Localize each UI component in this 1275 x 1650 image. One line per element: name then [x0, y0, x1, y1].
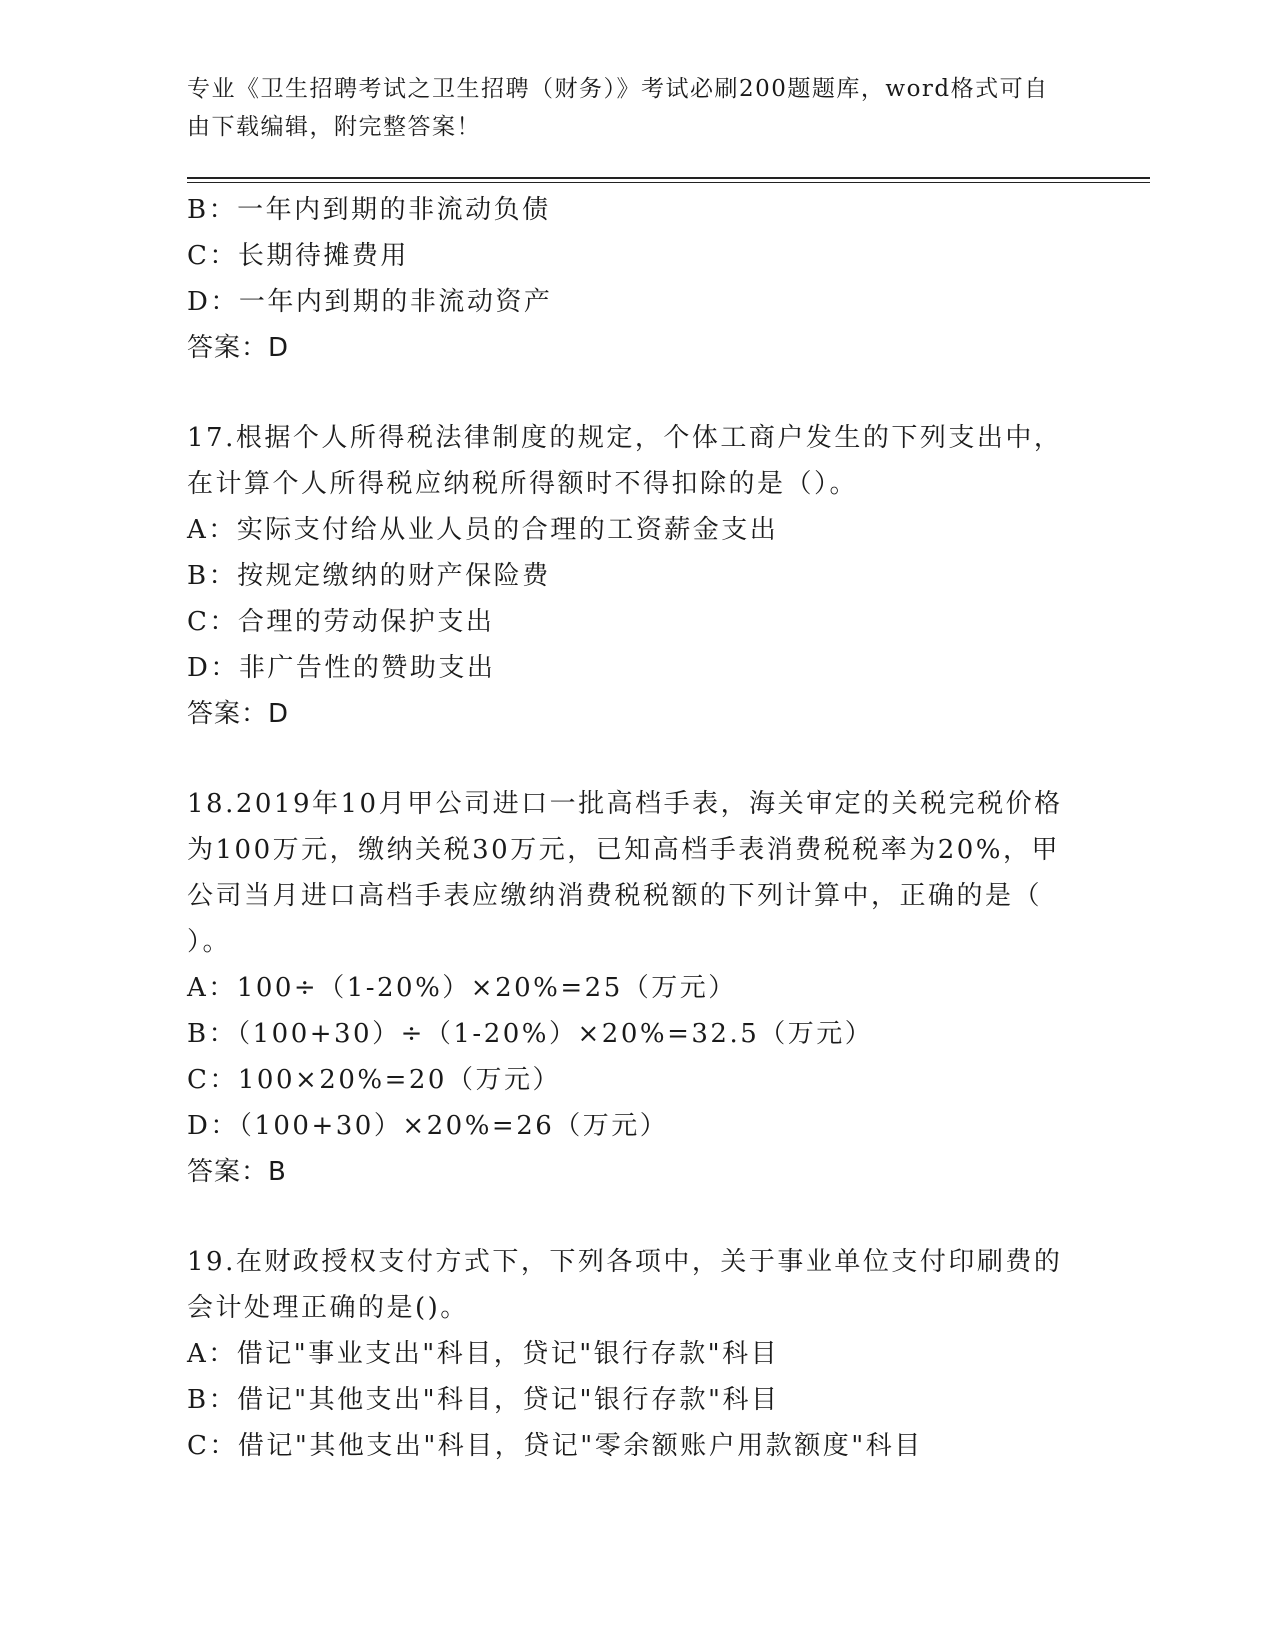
- question-19: [187, 1239, 1067, 1469]
- document-body: [187, 187, 1067, 1469]
- option-b: B：借记"其他支出"科目，贷记"银行存款"科目: [187, 1385, 780, 1415]
- question-18: [187, 781, 1067, 1195]
- question-17: [187, 415, 1067, 737]
- option-b: B：按规定缴纳的财产保险费: [187, 561, 551, 591]
- option-d: D：非广告性的赞助支出: [187, 653, 496, 683]
- option-d: D：一年内到期的非流动资产: [187, 287, 553, 317]
- question-stem-line: 18.2019年10月甲公司进口一批高档手表，海关审定的关税完税价格: [187, 789, 1063, 819]
- answer-line: 答案：D: [187, 699, 290, 729]
- option-a: A：借记"事业支出"科目，贷记"银行存款"科目: [187, 1339, 780, 1369]
- question-stem-line: 在计算个人所得税应纳税所得额时不得扣除的是（）。: [187, 469, 859, 499]
- answer-line: 答案：D: [187, 333, 290, 363]
- question-spacer: [187, 1195, 1067, 1239]
- question-spacer: [187, 371, 1067, 415]
- answer-line: 答案：B: [187, 1157, 287, 1187]
- option-c: C：借记"其他支出"科目，贷记"零余额账户用款额度"科目: [187, 1431, 923, 1461]
- option-c: C：合理的劳动保护支出: [187, 607, 495, 637]
- option-b: B：（100+30）÷（1-20%）×20%=32.5（万元）: [187, 1019, 874, 1049]
- option-a: A：实际支付给从业人员的合理的工资薪金支出: [187, 515, 779, 545]
- header-divider-thin: [187, 182, 1150, 183]
- question-stem-line: 公司当月进口高档手表应缴纳消费税税额的下列计算中，正确的是（: [187, 881, 1043, 911]
- question-stem-line: 19.在财政授权支付方式下，下列各项中，关于事业单位支付印刷费的: [187, 1247, 1063, 1277]
- question-stem-line: 为100万元，缴纳关税30万元，已知高档手表消费税税率为20%，甲: [187, 835, 1060, 865]
- option-c: C：100×20%=20（万元）: [187, 1065, 561, 1095]
- option-a: A：100÷（1-20%）×20%=25（万元）: [187, 973, 737, 1003]
- option-c: C：长期待摊费用: [187, 241, 409, 271]
- option-b: B：一年内到期的非流动负债: [187, 195, 551, 225]
- question-spacer: [187, 737, 1067, 781]
- option-d: D：（100+30）×20%=26（万元）: [187, 1111, 669, 1141]
- question-16-continued: [187, 187, 1067, 371]
- question-stem-line: 17.根据个人所得税法律制度的规定，个体工商户发生的下列支出中，: [187, 423, 1063, 453]
- header-line-2: 由下载编辑，附完整答案！: [187, 114, 481, 140]
- header-line-1: 专业《卫生招聘考试之卫生招聘（财务）》考试必刷200题题库，word格式可自: [187, 76, 1049, 102]
- page-header: [187, 70, 1067, 146]
- header-divider-thick: [187, 177, 1150, 179]
- question-stem-line: ）。: [187, 927, 232, 957]
- question-stem-line: 会计处理正确的是()。: [187, 1293, 469, 1323]
